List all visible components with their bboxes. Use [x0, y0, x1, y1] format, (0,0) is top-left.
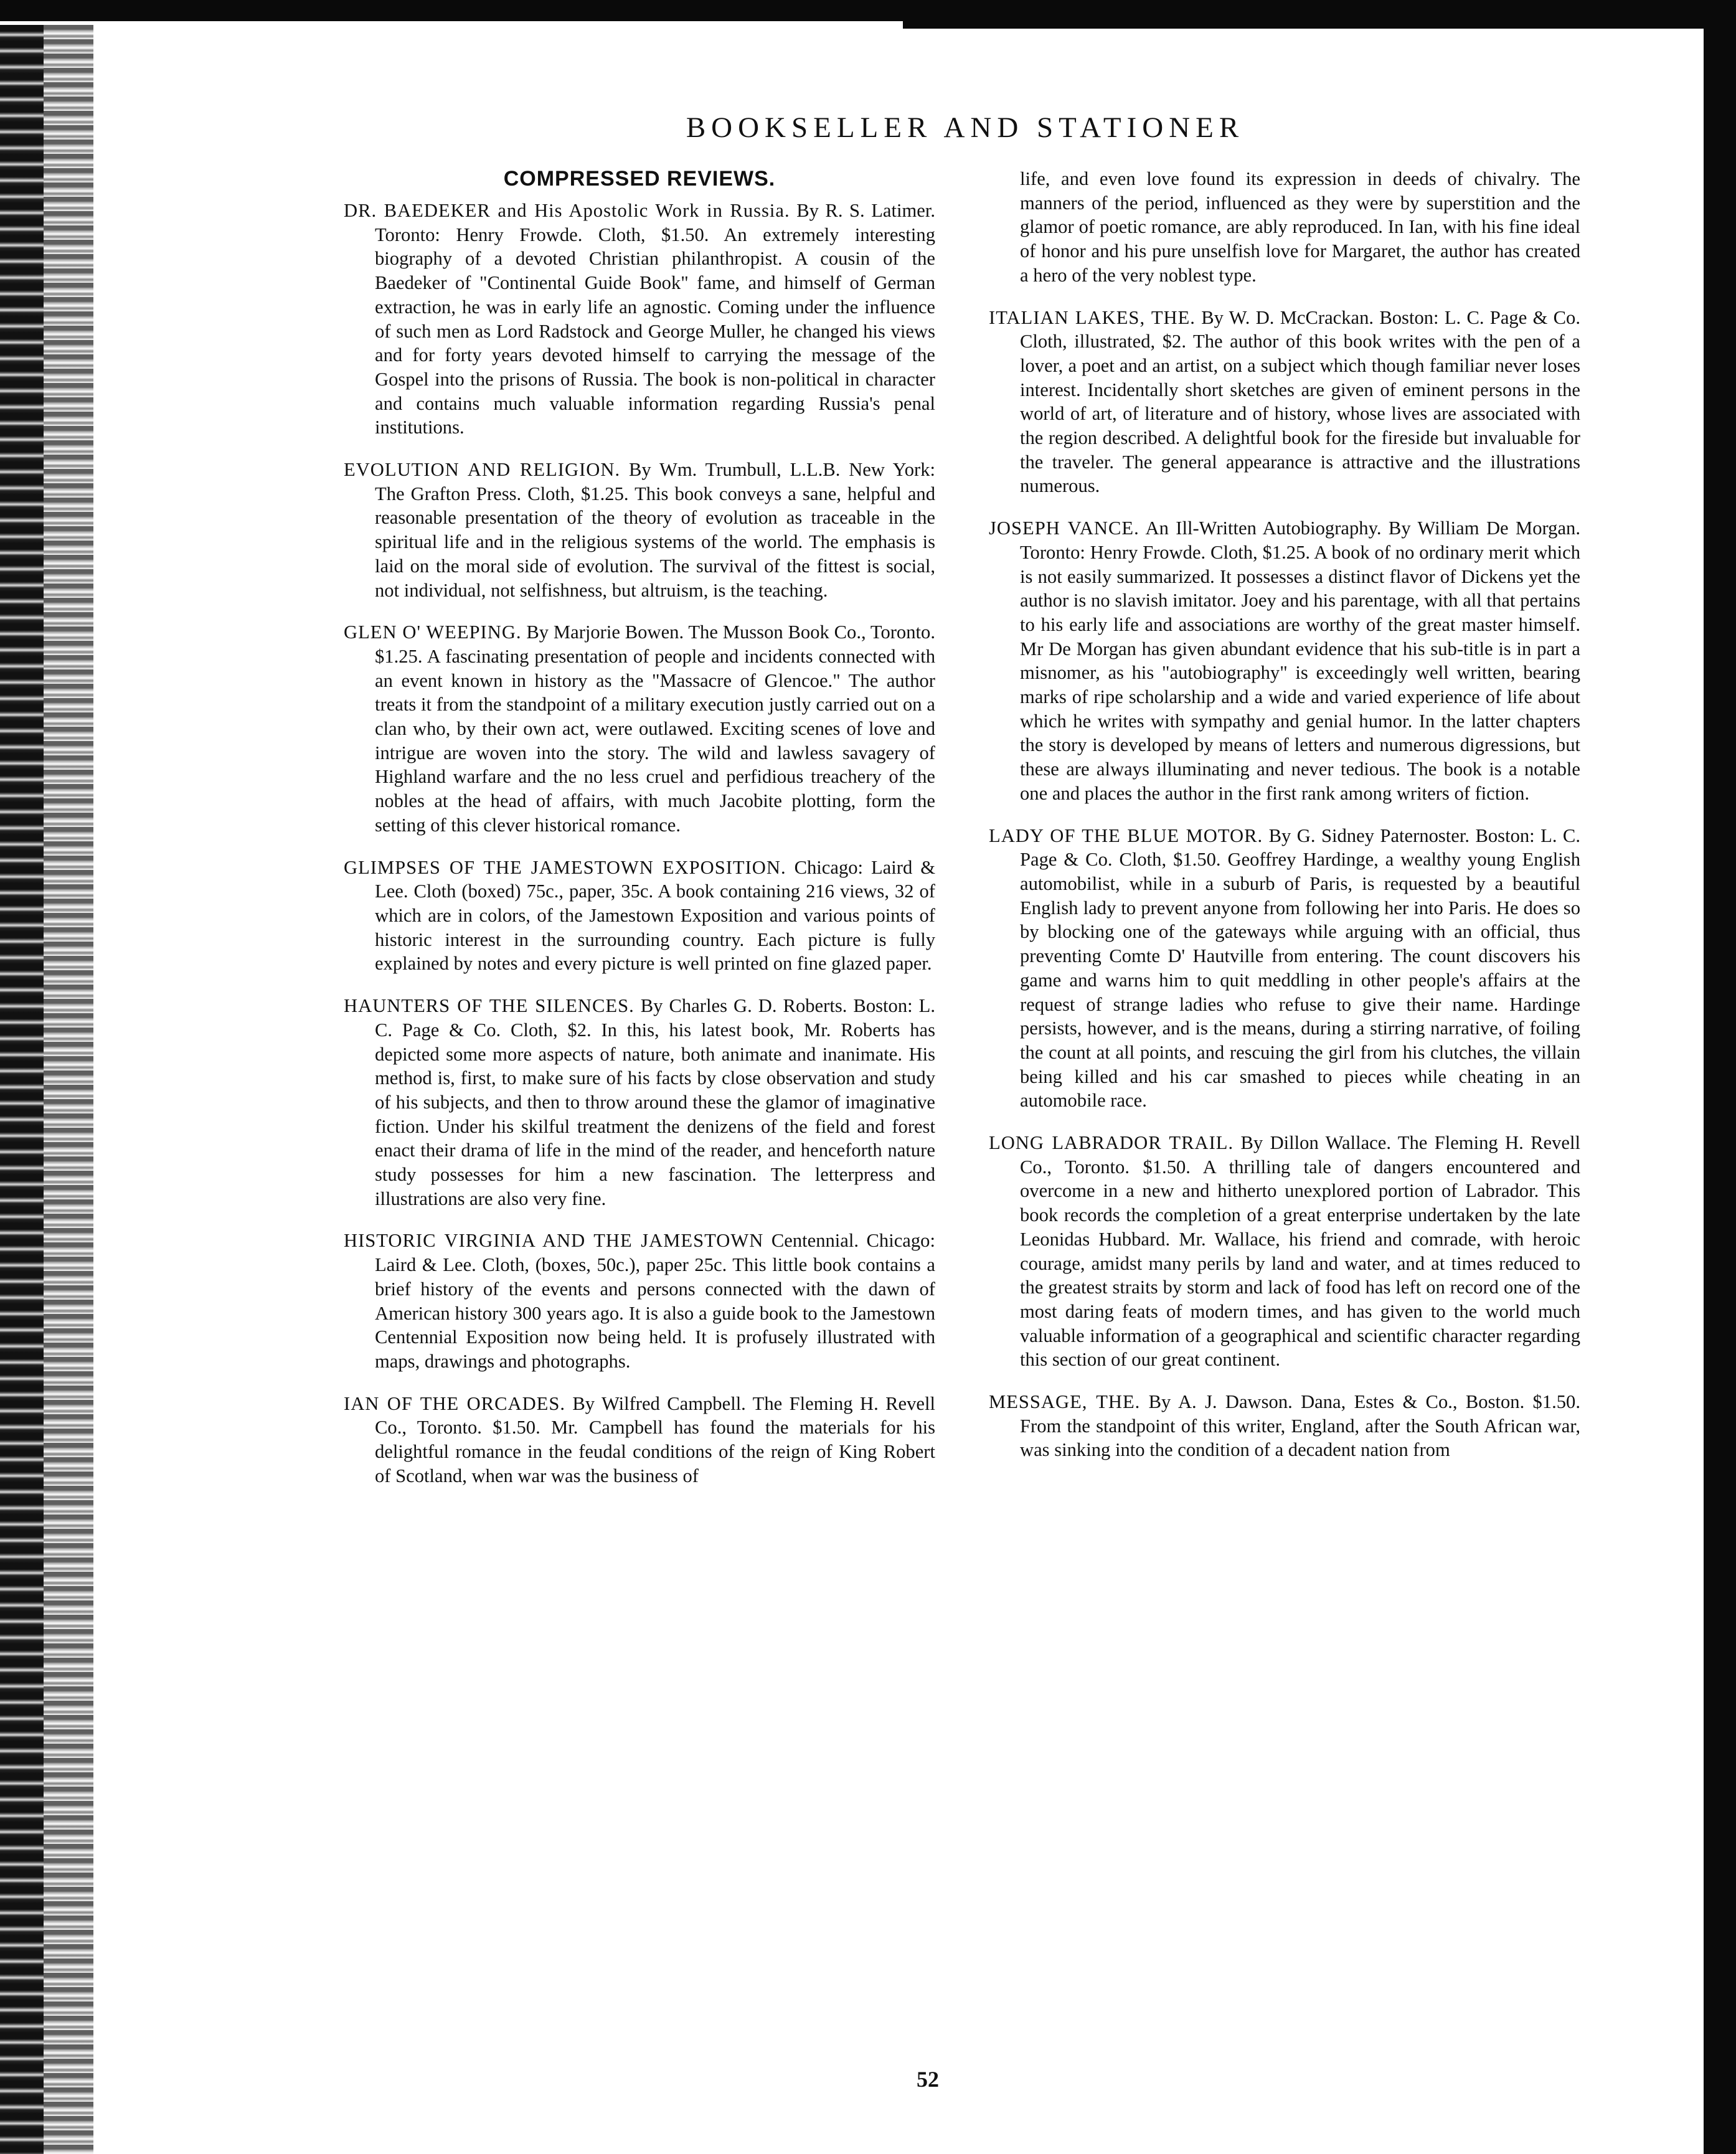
review-title: JOSEPH VANCE. — [989, 517, 1139, 539]
review-body: By Dillon Wallace. The Fleming H. Revell Co., Toronto. $1.50. A thrilling tale of dangers encountered and overcome in a new and hitherto unexplored portion of Labrador. This book records the completion of a great enterprise undertaken by the late Leonidas Hubbard. Mr. Wallace, his friend and comrade, with heroic courage, amidst many perils by land and water, and at times reduced to the greatest straits by storm and lack of food has left on record one of the most daring feats of modern times, and has given to the world much valuable information of a geographical and scientific character regarding this section of our great continent. — [1020, 1132, 1581, 1371]
review-entry — [989, 1131, 1580, 1372]
review-entry — [989, 516, 1580, 805]
review-entry — [344, 458, 935, 602]
review-title: LONG LABRADOR TRAIL. — [989, 1132, 1234, 1154]
right-column — [989, 167, 1580, 1480]
section-heading: COMPRESSED REVIEWS. — [503, 167, 776, 191]
page-header: BOOKSELLER AND STATIONER — [686, 111, 1245, 144]
review-entry — [344, 1229, 935, 1373]
review-title: DR. BAEDEKER and His Apostolic Work in Russia. — [344, 200, 790, 221]
review-title: MESSAGE, THE. — [989, 1391, 1141, 1413]
review-body: By A. J. Dawson. Dana, Estes & Co., Boston. $1.50. From the standpoint of this writer, England, after the South African war, was sinking into the condition of a decadent nation from — [1020, 1391, 1581, 1461]
review-entry — [989, 306, 1580, 499]
review-body: By Marjorie Bowen. The Musson Book Co., Toronto. $1.25. A fascinating presentation of people and incidents connected with an event known in history as the "Massacre of Glencoe." The author treats it from the standpoint of a military execution justly carried out on a clan who, by their own act, were outlawed. Exciting scenes of love and intrigue are woven into the story. The wild and lawless savagery of Highland warfare and the no less cruel and perfidious treachery of the nobles at the head of affairs, with much Jacobite plotting, form the setting of this clever historical romance. — [375, 621, 935, 836]
review-body: An Ill-Written Autobiography. By William De Morgan. Toronto: Henry Frowde. Cloth, $1.25. A book of no ordinary merit which is not easily summarized. It possesses a distinct flavor of Dickens yet the author is no slavish imitator. Joey and his parentage, with all that pertains to his early life and associations are worthy of the great master himself. Mr De Morgan has given abundant evidence that his sub-title is in part a misnomer, as his "autobiography" is exceedingly well written, bearing marks of ripe scholarship and a wide and varied experience of life about which he writes with sympathy and genial humor. In the latter chapters the story is developed by means of letters and numerous digressions, but these are always illuminating and never tedious. The book is a notable one and places the author in the first rank among writers of fiction. — [1020, 517, 1580, 804]
review-body: By W. D. McCrackan. Boston: L. C. Page & Co. Cloth, illustrated, $2. The author of this book writes with the pen of a lover, a poet and an artist, on a subject which though familiar never loses interest. Incidentally short sketches are given of eminent persons in the world of art, of literature and of history, whose lives are associated with the region described. A delightful book for the fireside but invaluable for the traveler. The general appearance is attractive and the illustrations numerous. — [1020, 306, 1581, 497]
review-title: ITALIAN LAKES, THE. — [989, 306, 1196, 328]
review-title: GLIMPSES OF THE JAMESTOWN EXPOSITION. — [344, 856, 786, 878]
review-body: Chicago: Laird & Lee. Cloth (boxed) 75c., paper, 35c. A book containing 216 views, 32 of which are in colors, of the Jamestown Exposition and various points of historic interest in the surrounding country. Each picture is fully explained by notes and every picture is well printed on fine glazed paper. — [375, 856, 935, 975]
review-continuation: life, and even love found its expression in deeds of chivalry. The manners of the period, influenced as they were by superstition and the glamor of poetic romance, are ably reproduced. In Ian, with his fine ideal of honor and his pure unselfish love for Margaret, the author has created a hero of the very noblest type. — [1020, 168, 1580, 286]
review-title: GLEN O' WEEPING. — [344, 621, 522, 643]
scan-right-border — [1704, 0, 1736, 2154]
review-entry — [344, 856, 935, 976]
review-entry — [344, 199, 935, 440]
scan-top-border-notch — [903, 12, 1736, 29]
scan-left-edge-dark — [0, 25, 44, 2154]
review-title: HAUNTERS OF THE SILENCES. — [344, 995, 634, 1017]
review-body: By Wm. Trumbull, L.L.B. New York: The Grafton Press. Cloth, $1.25. This book conveys a sane, helpful and reasonable presentation of the theory of evolution as traceable in the spiritual life and in the religious systems of the world. The emphasis is laid on the moral side of evolution. The survival of the fittest is social, not individual, not selfishness, but altruism, is the teaching. — [375, 459, 935, 601]
page-number: 52 — [917, 2067, 939, 2092]
review-title: HISTORIC VIRGINIA AND THE JAMESTOWN — [344, 1230, 764, 1252]
review-entry — [344, 1392, 935, 1488]
review-title: EVOLUTION AND RELIGION. — [344, 459, 621, 481]
review-body: By G. Sidney Paternoster. Boston: L. C. Page & Co. Cloth, $1.50. Geoffrey Hardinge, a wealthy young English automobilist, while in a suburb of Paris, is requested by a beautiful English lady to prevent anyone from following her into Paris. He does so by blocking one of the gateways while arguing with an official, thus preventing Comte D' Hautville from entering. The count discovers his game and warns him to quit meddling in other people's affairs at the request of strange ladies who refuse to give their name. Hardinge persists, however, and is the means, during a stirring narrative, of foiling the count at all points, and rescuing the girl from his clutches, the villain being killed and his car smashed to pieces while cheating in an automobile race. — [1020, 824, 1580, 1112]
review-entry — [989, 1390, 1580, 1462]
review-body: By R. S. Latimer. Toronto: Henry Frowde. Cloth, $1.50. An extremely interesting biography of a devoted Christian philanthropist. A cousin of the Baedeker of "Continental Guide Book" fame, and himself of German extraction, he was in early life an agnostic. Coming under the influence of such men as Lord Radstock and George Muller, he changed his views and for forty years devoted himself to carrying the message of the Gospel into the prisons of Russia. The book is non-political in character and contains much valuable information regarding Russia's penal institutions. — [375, 200, 935, 438]
review-title: LADY OF THE BLUE MOTOR. — [989, 824, 1263, 846]
review-body: Centennial. Chicago: Laird & Lee. Cloth, (boxes, 50c.), paper 25c. This little book contains a brief history of the events and persons connected with the dawn of American history 300 years ago. It is also a guide book to the Jamestown Centennial Exposition now being held. It is profusely illustrated with maps, drawings and photographs. — [375, 1230, 935, 1372]
review-entry — [989, 824, 1580, 1113]
review-entry — [344, 620, 935, 837]
review-title: IAN OF THE ORCADES. — [344, 1392, 566, 1414]
review-body: By Wilfred Campbell. The Fleming H. Revell Co., Toronto. $1.50. Mr. Campbell has found the materials for his delightful romance in the feudal conditions of the reign of King Robert of Scotland, when war was the business of — [375, 1392, 935, 1486]
left-column — [344, 167, 935, 1506]
review-entry — [344, 994, 935, 1211]
review-body: By Charles G. D. Roberts. Boston: L. C. Page & Co. Cloth, $2. In this, his latest book, Mr. Roberts has depicted some more aspects of nature, both animate and inanimate. His method is, first, to make sure of his facts by close observation and study of his subjects, and then to throw around these the glamor of imaginative fiction. Under his skilful treatment the denizens of the field and forest enact their drama of life in the mind of the reader, and henceforth nature study possesses for him a new fascination. The letterpress and illustrations are also very fine. — [375, 995, 935, 1209]
